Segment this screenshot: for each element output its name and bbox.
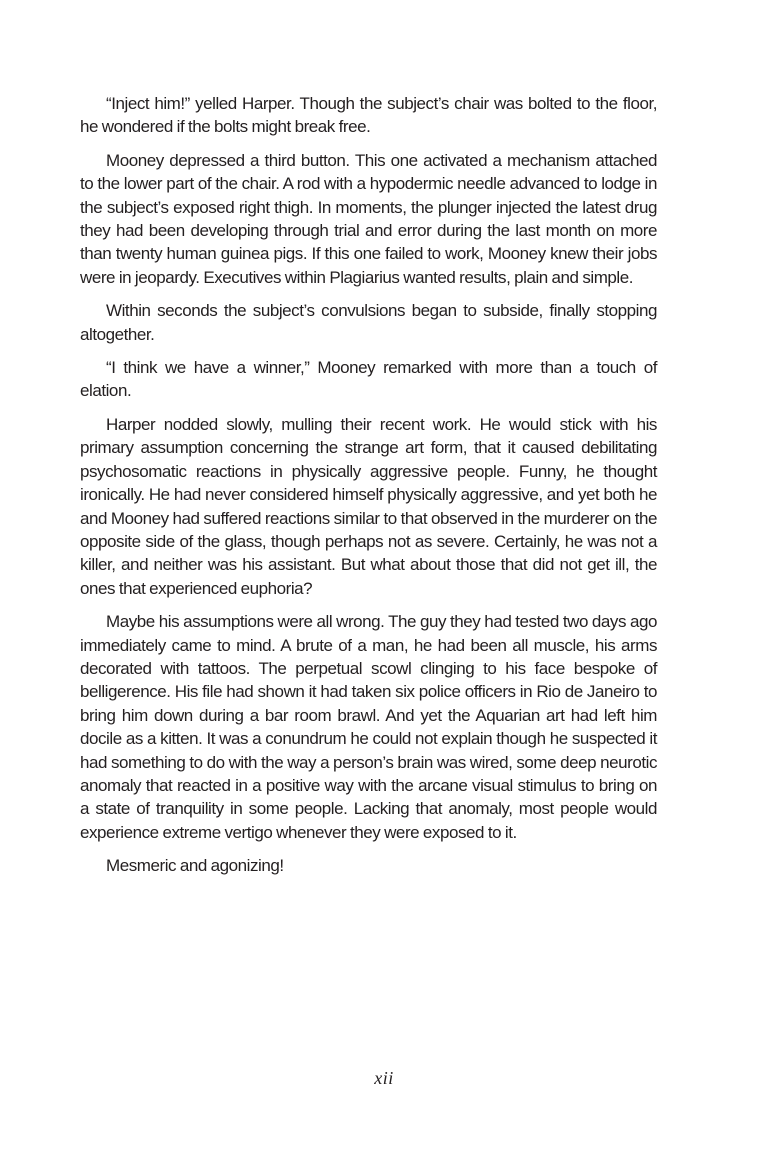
paragraph-5: Harper nodded slowly, mulling their recent work. He would stick with his primary assumption concerning the strange art form, that it caused debilitating psychosomatic reactions in physically aggressive people. Funny, he thought ironically. He had never considered himself physically aggressive, and yet both he and Mooney had suffered reactions similar to that observed in the murderer on the opposite side of the glass, though perhaps not as severe. Certainly, he was not a killer, and neither was his assistant. But what about those that did not get ill, the ones that experienced euphoria? (80, 414, 657, 598)
paragraph-3: Within seconds the subject’s convulsions began to subside, finally stopping altogether. (80, 301, 657, 344)
paragraph-7: Mesmeric and agonizing! (106, 856, 284, 876)
page-body (80, 92, 657, 888)
paragraph-6: Maybe his assumptions were all wrong. The guy they had tested two days ago immediately came to mind. A brute of a man, he had been all muscle, his arms decorated with tattoos. The perpetual scowl clinging to his face bespoke of belligerence. His file had shown it had taken six police officers in Rio de Janeiro to bring him down during a bar room brawl. And yet the Aquarian art had left him docile as a kitten. It was a conundrum he could not explain though he suspected it had something to do with the way a person’s brain was wired, some deep neurotic anomaly that reacted in a positive way with the arcane visual stimulus to bring on a state of tranquility in some people. Lacking that anomaly, most people would experience extreme vertigo whenever they were exposed to it. (80, 612, 657, 842)
paragraph-4: “I think we have a winner,” Mooney remarked with more than a touch of elation. (80, 358, 657, 401)
paragraph-1: “Inject him!” yelled Harper. Though the subject’s chair was bolted to the floor, he wondered if the bolts might break free. (80, 94, 657, 137)
paragraph-2: Mooney depressed a third button. This one activated a mechanism attached to the lower part of the chair. A rod with a hypodermic needle advanced to lodge in the subject’s exposed right thigh. In moments, the plunger injected the latest drug they had been developing through trial and error during the last month on more than twenty human guinea pigs. If this one failed to work, Mooney knew their jobs were in jeopardy. Executives within Plagiarius wanted results, plain and simple. (80, 150, 657, 287)
page-number: xii (374, 1068, 394, 1088)
